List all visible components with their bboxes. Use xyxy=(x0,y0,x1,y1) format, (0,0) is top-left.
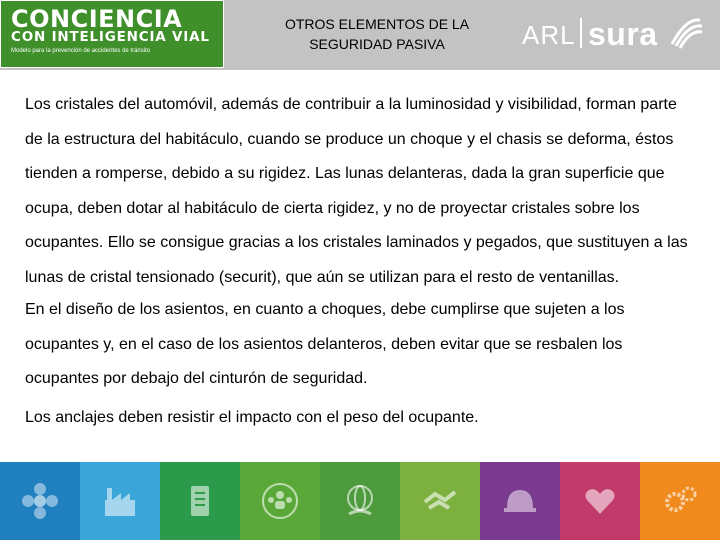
globe-icon xyxy=(339,480,381,522)
footer-tile xyxy=(480,462,560,540)
handshake-icon xyxy=(419,480,461,522)
logo-title: CONCIENCIA xyxy=(11,5,183,33)
heart-icon xyxy=(579,480,621,522)
helmet-icon xyxy=(499,480,541,522)
footer-tile xyxy=(160,462,240,540)
footer-tile xyxy=(560,462,640,540)
flower-icon xyxy=(19,480,61,522)
paragraph-asientos: En el diseño de los asientos, en cuanto a choques, debe cumplirse que sujeten a los ocupantes y, en el caso de los asientos delanteros, deben evitar que se resbalen los ocupantes por debajo del cinturón de seguridad. xyxy=(25,301,625,387)
sura-text: sura xyxy=(588,16,658,52)
footer-tile xyxy=(0,462,80,540)
footer-tile xyxy=(640,462,720,540)
header-bar xyxy=(0,0,720,70)
document-icon xyxy=(179,480,221,522)
gears-icon xyxy=(659,480,701,522)
footer-tile xyxy=(240,462,320,540)
sura-swoosh-icon xyxy=(668,14,704,50)
slide-title: OTROS ELEMENTOS DE LA SEGURIDAD PASIVA xyxy=(284,16,470,52)
arl-sura-logo xyxy=(520,12,710,52)
paragraph-cristales: Los cristales del automóvil, además de contribuir a la luminosidad y visibilidad, forman parte de la estructura del habitáculo, cuando se produce un choque y el chasis se deforma, éstos tienden a romperse, debido a su rigidez. Las lunas delanteras, dada la gran superficie que ocupa, deben dotar al habitáculo de cierta rigidez, y no de proyectar cristales sobre los ocupantes. Ello se consigue gracias a los cristales laminados y pegados, que sustituyen a las lunas de cristal tensionado (securit), que aún se utilizan para el resto de ventanillas. xyxy=(25,96,688,286)
factory-icon xyxy=(99,480,141,522)
footer-tile xyxy=(320,462,400,540)
paragraph-anclajes: Los anclajes deben resistir el impacto con el peso del ocupante. xyxy=(25,408,479,426)
conciencia-logo xyxy=(0,0,224,68)
people-icon xyxy=(259,480,301,522)
arl-text: ARL xyxy=(522,20,576,50)
footer-tile xyxy=(80,462,160,540)
brand-separator xyxy=(580,18,582,48)
logo-subtitle: CON INTELIGENCIA VIAL xyxy=(11,29,210,45)
footer-icon-strip xyxy=(0,462,720,540)
footer-tile xyxy=(400,462,480,540)
body-text xyxy=(25,88,695,435)
logo-tagline: Modelo para la prevención de accidentes de tránsito xyxy=(11,48,151,54)
